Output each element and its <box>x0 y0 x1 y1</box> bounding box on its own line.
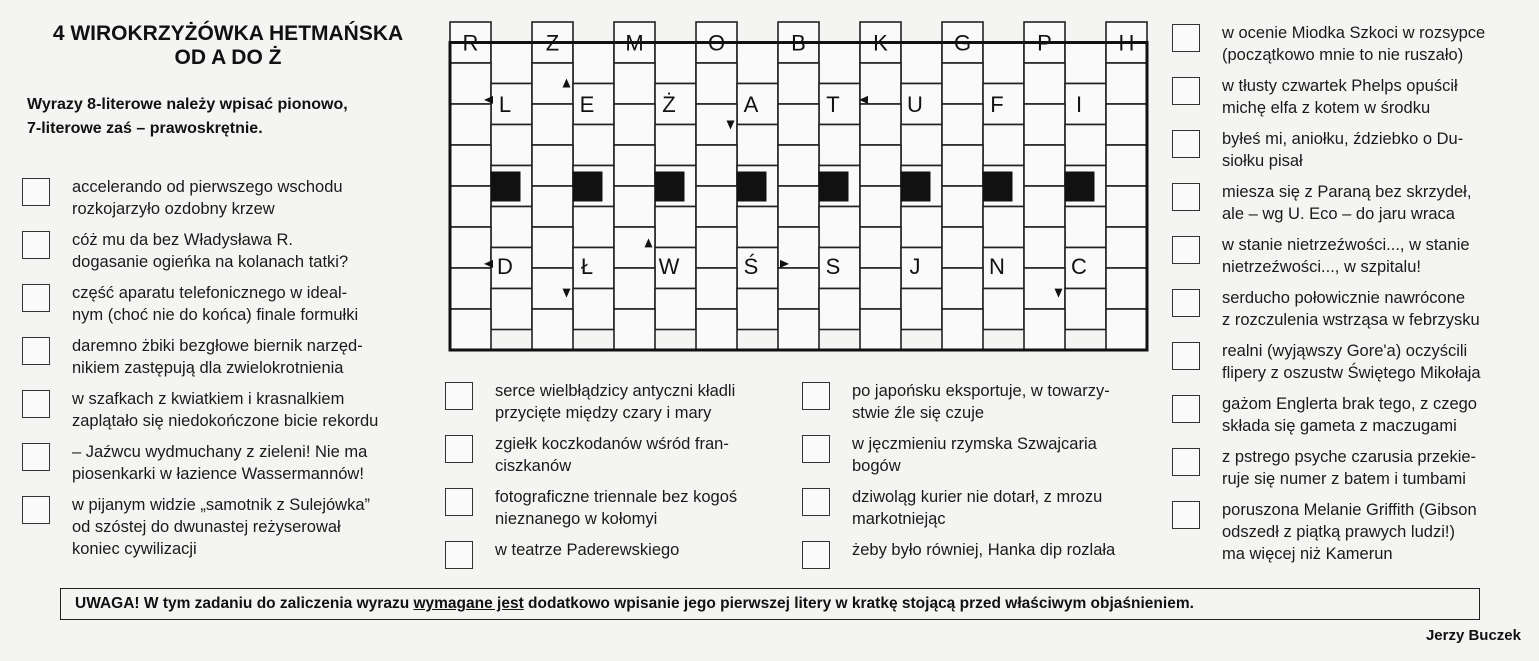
clue-line: od szóstej do dwunastej reżyserował <box>72 518 341 536</box>
answer-letter-box[interactable] <box>802 541 830 569</box>
clue-line: ale – wg U. Eco – do jaru wraca <box>1222 205 1455 223</box>
clue-text <box>1222 340 1481 384</box>
grid-cell[interactable] <box>614 227 655 268</box>
row2-letter: T <box>826 92 840 117</box>
answer-letter-box[interactable] <box>1172 24 1200 52</box>
note-underlined: wymagane jest <box>413 595 524 612</box>
row5-letter: C <box>1071 254 1087 279</box>
grid-cell[interactable] <box>819 125 860 166</box>
clue-line: ruje się numer z batem i tumbami <box>1222 470 1466 488</box>
clue-text <box>852 539 1115 561</box>
clue-text <box>72 494 370 560</box>
column-letter: B <box>791 30 806 56</box>
black-square <box>983 172 1013 202</box>
clue-line: siołku pisał <box>1222 152 1303 170</box>
grid-cell[interactable] <box>778 63 819 104</box>
column-letter: K <box>873 30 888 56</box>
grid-cell[interactable] <box>450 145 491 186</box>
clue-line: fotograficzne triennale bez kogoś <box>495 488 738 506</box>
grid-cell[interactable] <box>532 104 573 145</box>
grid-cell[interactable] <box>1106 145 1147 186</box>
grid-cell[interactable] <box>860 104 901 145</box>
clue-line: po japońsku eksportuje, w towarzy- <box>852 382 1110 400</box>
answer-letter-box[interactable] <box>445 541 473 569</box>
grid-cell[interactable] <box>860 309 901 350</box>
black-square <box>737 172 767 202</box>
grid-cell[interactable] <box>737 289 778 330</box>
clue-text <box>72 388 378 432</box>
grid-cell[interactable] <box>942 227 983 268</box>
answer-letter-box[interactable] <box>22 496 50 524</box>
instructions <box>27 93 437 141</box>
clue-text <box>1222 22 1485 66</box>
clue-line: w szafkach z kwiatkiem i krasnalkiem <box>72 390 345 408</box>
grid-cell[interactable] <box>1024 63 1065 104</box>
grid-cell[interactable] <box>450 63 491 104</box>
clue-text <box>1222 393 1477 437</box>
answer-letter-box[interactable] <box>445 488 473 516</box>
clue-text <box>1222 128 1463 172</box>
answer-letter-box[interactable] <box>1172 130 1200 158</box>
clue-line: w stanie nietrzeźwości..., w stanie <box>1222 236 1470 254</box>
grid-cell[interactable] <box>901 43 942 84</box>
answer-letter-box[interactable] <box>22 390 50 418</box>
black-square <box>655 172 685 202</box>
clue-line: składa się gameta z maczugami <box>1222 417 1457 435</box>
grid-cell[interactable] <box>1024 186 1065 227</box>
black-square <box>819 172 849 202</box>
grid-cell[interactable] <box>901 248 942 289</box>
grid-cell[interactable] <box>737 207 778 248</box>
grid-cell[interactable] <box>1106 104 1147 145</box>
grid-cell[interactable] <box>696 186 737 227</box>
grid-cell[interactable] <box>1024 268 1065 309</box>
clue-line: cóż mu da bez Władysława R. <box>72 231 294 249</box>
grid-cell[interactable] <box>614 145 655 186</box>
grid-cell[interactable] <box>942 268 983 309</box>
grid-cell[interactable] <box>491 207 532 248</box>
clue-line: dziwoląg kurier nie dotarł, z mrozu <box>852 488 1103 506</box>
clue-line: – Jaźwcu wydmuchany z zieleni! Nie ma <box>72 443 368 461</box>
clue-text <box>1222 446 1476 490</box>
title-line-2: OD A DO Ż <box>174 46 282 69</box>
grid-cell[interactable] <box>901 289 942 330</box>
clue-line: nietrzeźwości..., w szpitalu! <box>1222 258 1421 276</box>
grid-cell[interactable] <box>614 268 655 309</box>
clue-text <box>1222 287 1480 331</box>
clue-text <box>72 282 358 326</box>
grid-cell[interactable] <box>942 104 983 145</box>
grid-cell[interactable] <box>983 207 1024 248</box>
grid-cell[interactable] <box>983 43 1024 84</box>
clue-line: w pijanym widzie „samotnik z Sulejówka” <box>72 496 371 514</box>
column-letter: M <box>625 30 644 56</box>
grid-cell[interactable] <box>614 309 655 350</box>
grid-cell[interactable] <box>983 125 1024 166</box>
answer-letter-box[interactable] <box>22 337 50 365</box>
grid-cell[interactable] <box>1024 104 1065 145</box>
clue-line: odszedł z piątką prawych ludzi!) <box>1222 523 1455 541</box>
grid-cell[interactable] <box>614 104 655 145</box>
grid-cell[interactable] <box>491 43 532 84</box>
grid-cell[interactable] <box>573 207 614 248</box>
clue-line: serducho połowicznie nawrócone <box>1222 289 1466 307</box>
grid-cell[interactable] <box>778 309 819 350</box>
grid-cell[interactable] <box>860 268 901 309</box>
note-text-1: UWAGA! W tym zadaniu do zaliczenia wyrazu <box>75 595 414 612</box>
answer-letter-box[interactable] <box>1172 183 1200 211</box>
column-letter: G <box>953 30 972 56</box>
clue-text <box>495 380 735 424</box>
answer-letter-box[interactable] <box>22 284 50 312</box>
clue-line: żeby było równiej, Hanka dip rozlała <box>852 541 1116 559</box>
grid-cell[interactable] <box>860 186 901 227</box>
black-square <box>1065 172 1095 202</box>
grid-cell[interactable] <box>942 63 983 104</box>
clue-line: stwie źle się czuje <box>852 404 985 422</box>
grid-cell[interactable] <box>655 125 696 166</box>
black-square <box>491 172 521 202</box>
grid-cell[interactable] <box>778 104 819 145</box>
puzzle-title <box>18 22 438 70</box>
grid-cell[interactable] <box>450 104 491 145</box>
row2-letter: I <box>1075 92 1083 117</box>
answer-letter-box[interactable] <box>1172 501 1200 529</box>
grid-cell[interactable] <box>1106 186 1147 227</box>
clue-line: markotniejąc <box>852 510 946 528</box>
clue-text <box>495 539 679 561</box>
answer-letter-box[interactable] <box>1172 448 1200 476</box>
grid-cell[interactable] <box>450 268 491 309</box>
clue-line: część aparatu telefonicznego w ideal- <box>72 284 348 302</box>
grid-cell[interactable] <box>1024 145 1065 186</box>
grid-cell[interactable] <box>1065 125 1106 166</box>
clue-line: z pstrego psyche czarusia przekie- <box>1222 448 1477 466</box>
clue-line: miesza się z Paraną bez skrzydeł, <box>1222 183 1472 201</box>
grid-cell[interactable] <box>1024 227 1065 268</box>
clue-text <box>1222 75 1458 119</box>
grid-cell[interactable] <box>573 125 614 166</box>
clue-text <box>495 433 729 477</box>
grid-cell[interactable] <box>696 63 737 104</box>
clue-line: koniec cywilizacji <box>72 540 197 558</box>
answer-letter-box[interactable] <box>445 382 473 410</box>
grid-cell[interactable] <box>901 207 942 248</box>
column-letter: R <box>462 30 479 56</box>
grid-cell[interactable] <box>778 186 819 227</box>
grid-cell[interactable] <box>450 227 491 268</box>
clue-line: przycięte między czary i mary <box>495 404 712 422</box>
clue-line: flipery z oszustw Świętego Mikołaja <box>1222 364 1481 382</box>
grid-cell[interactable] <box>901 125 942 166</box>
grid-cell[interactable] <box>696 309 737 350</box>
row2-letter: A <box>743 92 759 117</box>
grid-cell[interactable] <box>491 289 532 330</box>
clue-line: bogów <box>852 457 901 475</box>
clue-text <box>852 380 1110 424</box>
grid-cell[interactable] <box>573 43 614 84</box>
grid-cell[interactable] <box>942 186 983 227</box>
clue-line: serce wielbłądzicy antyczni kładli <box>495 382 736 400</box>
grid-cell[interactable] <box>532 309 573 350</box>
grid-cell[interactable] <box>819 289 860 330</box>
crossword-grid[interactable] <box>440 8 1170 360</box>
grid-cell[interactable] <box>942 309 983 350</box>
clue-line: michę elfa z kotem w środku <box>1222 99 1431 117</box>
clue-text <box>1222 181 1471 225</box>
instruction-line-2: 7-literowe zaś – prawoskrętnie. <box>27 120 263 137</box>
author-name: Jerzy Buczek <box>1425 627 1521 644</box>
clue-line: (początkowo mnie to nie ruszało) <box>1222 46 1464 64</box>
clue-line: ma więcej niż Kamerun <box>1222 545 1393 563</box>
clue-line: w jęczmieniu rzymska Szwajcaria <box>852 435 1097 453</box>
grid-cell[interactable] <box>696 227 737 268</box>
clue-line: gażom Englerta brak tego, z czego <box>1222 395 1477 413</box>
answer-letter-box[interactable] <box>1172 342 1200 370</box>
grid-cell[interactable] <box>532 186 573 227</box>
grid-cell[interactable] <box>737 43 778 84</box>
grid-cell[interactable] <box>532 227 573 268</box>
column-letter: O <box>707 30 726 56</box>
black-square <box>573 172 603 202</box>
row5-letter: S <box>825 254 841 279</box>
row2-letter: L <box>498 92 512 117</box>
answer-letter-box[interactable] <box>802 488 830 516</box>
row2-letter: U <box>907 92 923 117</box>
grid-cell[interactable] <box>737 125 778 166</box>
row5-letter: D <box>497 254 513 279</box>
answer-letter-box[interactable] <box>445 435 473 463</box>
grid-cell[interactable] <box>778 145 819 186</box>
clue-line: z rozczulenia wstrząsa w febrzysku <box>1222 311 1480 329</box>
clue-text <box>72 335 363 379</box>
clue-line: realni (wyjąwszy Gore'a) oczyścili <box>1222 342 1468 360</box>
grid-cell[interactable] <box>696 268 737 309</box>
grid-cell[interactable] <box>1065 43 1106 84</box>
column-letter: Z <box>545 30 560 56</box>
row5-letter: W <box>658 254 680 279</box>
clue-line: dogasanie ogieńka na kolanach tatki? <box>72 253 349 271</box>
grid-cell[interactable] <box>942 145 983 186</box>
clue-text <box>72 441 367 485</box>
clue-line: w teatrze Paderewskiego <box>495 541 680 559</box>
grid-cell[interactable] <box>1106 268 1147 309</box>
grid-cell[interactable] <box>778 268 819 309</box>
clue-text <box>1222 234 1470 278</box>
clue-line: zaplątało się niedokończone bicie rekordu <box>72 412 379 430</box>
instruction-line-1: Wyrazy 8-literowe należy wpisać pionowo, <box>27 96 348 113</box>
answer-letter-box[interactable] <box>1172 77 1200 105</box>
row2-letter: F <box>990 92 1004 117</box>
row5-letter: N <box>989 254 1005 279</box>
grid-cell[interactable] <box>860 227 901 268</box>
clue-line: daremno żbiki bezgłowe biernik narzęd- <box>72 337 363 355</box>
grid-cell[interactable] <box>655 43 696 84</box>
clue-line: poruszona Melanie Griffith (Gibson <box>1222 501 1477 519</box>
grid-cell[interactable] <box>860 145 901 186</box>
grid-cell[interactable] <box>491 84 532 125</box>
grid-cell[interactable] <box>573 289 614 330</box>
answer-letter-box[interactable] <box>1172 395 1200 423</box>
clue-text <box>852 486 1102 530</box>
grid-cell[interactable] <box>573 248 614 289</box>
grid-cell[interactable] <box>450 309 491 350</box>
black-square <box>901 172 931 202</box>
clue-line: accelerando od pierwszego wschodu <box>72 178 343 196</box>
answer-letter-box[interactable] <box>1172 236 1200 264</box>
note-text-2: dodatkowo wpisanie jego pierwszej litery w kratkę stojącą przed właściwym objaśnieniem. <box>523 595 1194 612</box>
clue-line: nym (choć nie do końca) finale formułki <box>72 306 359 324</box>
grid-cell[interactable] <box>614 186 655 227</box>
grid-cell[interactable] <box>532 268 573 309</box>
clue-line: byłeś mi, aniołku, ździebko o Du- <box>1222 130 1464 148</box>
grid-cell[interactable] <box>1106 227 1147 268</box>
grid-cell[interactable] <box>1065 289 1106 330</box>
clue-line: nikiem zastępują dla zwielokrotnienia <box>72 359 344 377</box>
clue-text <box>72 229 348 273</box>
row2-letter: E <box>579 92 595 117</box>
column-letter: P <box>1037 30 1052 56</box>
grid-cell[interactable] <box>614 63 655 104</box>
note-box <box>60 588 1480 620</box>
answer-letter-box[interactable] <box>22 178 50 206</box>
clue-text <box>495 486 737 530</box>
row5-letter: Ł <box>580 254 594 279</box>
grid-cell[interactable] <box>532 145 573 186</box>
answer-letter-box[interactable] <box>802 382 830 410</box>
clue-line: w tłusty czwartek Phelps opuścił <box>1222 77 1458 95</box>
clue-line: nieznanego w kołomyi <box>495 510 658 528</box>
grid-cell[interactable] <box>450 186 491 227</box>
grid-cell[interactable] <box>1024 309 1065 350</box>
clue-text <box>1222 499 1477 565</box>
grid-cell[interactable] <box>1106 63 1147 104</box>
answer-letter-box[interactable] <box>802 435 830 463</box>
clue-text <box>72 176 343 220</box>
clue-line: zgiełk koczkodanów wśród fran- <box>495 435 729 453</box>
grid-cell[interactable] <box>819 43 860 84</box>
clue-line: ciszkanów <box>495 457 572 475</box>
clue-line: piosenkarki w łazience Wassermannów! <box>72 465 364 483</box>
row2-letter: Ż <box>662 92 676 117</box>
grid-cell[interactable] <box>655 289 696 330</box>
clue-line: w ocenie Miodka Szkoci w rozsypce <box>1222 24 1486 42</box>
grid-cell[interactable] <box>655 207 696 248</box>
answer-letter-box[interactable] <box>1172 289 1200 317</box>
row5-letter: J <box>909 254 921 279</box>
title-line-1: 4 WIROKRZYŻÓWKA HETMAŃSKA <box>52 22 404 45</box>
clue-line: rozkojarzyło ozdobny krzew <box>72 200 275 218</box>
clue-text <box>852 433 1097 477</box>
grid-cell[interactable] <box>491 125 532 166</box>
grid-cell[interactable] <box>696 145 737 186</box>
grid-cell[interactable] <box>1065 207 1106 248</box>
grid-cell[interactable] <box>1065 84 1106 125</box>
grid-cell[interactable] <box>983 289 1024 330</box>
grid-cell[interactable] <box>1106 309 1147 350</box>
column-letter: H <box>1118 30 1135 56</box>
answer-letter-box[interactable] <box>22 443 50 471</box>
answer-letter-box[interactable] <box>22 231 50 259</box>
grid-cell[interactable] <box>819 207 860 248</box>
row5-letter: Ś <box>743 254 759 279</box>
